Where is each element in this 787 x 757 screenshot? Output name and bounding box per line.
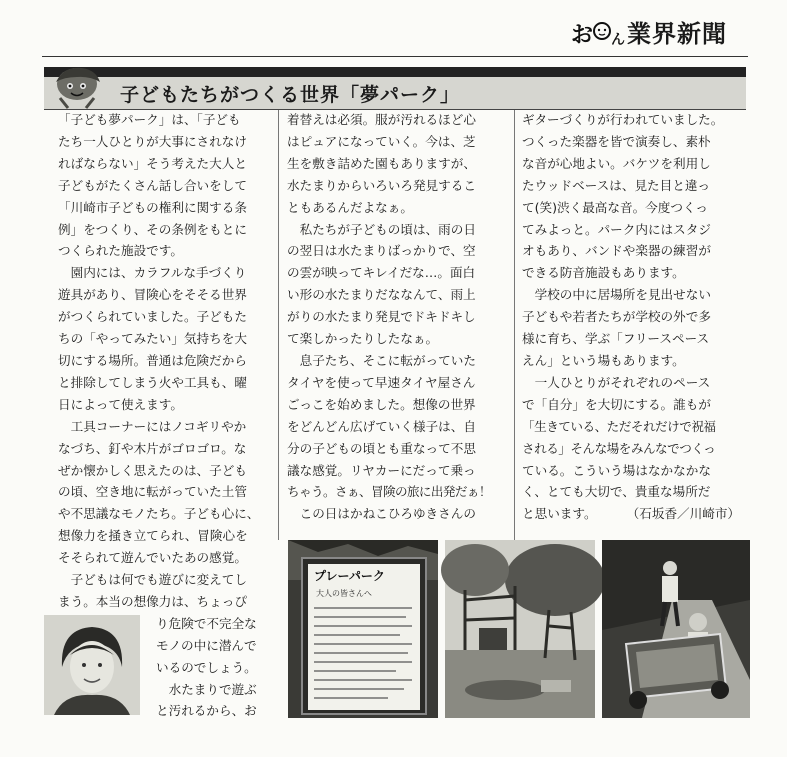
text-line: ごっこを始めました。想像の世界 [287, 396, 476, 412]
text-line: 「生きている、ただそれだけで祝福 [522, 418, 716, 434]
text-line: 例」をつくり、その条例をもとに [58, 221, 247, 237]
photo-children-cart [602, 540, 750, 718]
column-divider [278, 110, 279, 540]
text-line: と排除してしまう火や工具も、曜 [58, 374, 247, 390]
text-line: 水たまりで遊ぶ [156, 681, 257, 697]
text-line: 一人ひとりがそれぞれのペース [522, 374, 711, 390]
text-line: の翌日は水たまりばっかりで、空 [287, 243, 476, 259]
text-line: 園内には、カラフルな手づくり [58, 265, 247, 281]
text-line: 「川崎市子どもの権利に関する条 [58, 199, 247, 215]
sign-subtitle: 大人の皆さんへ [316, 589, 372, 598]
article-headline: 子どもたちがつくる世界「夢パーク」 [120, 84, 461, 106]
text-line: の雲が映ってキレイだな…。面白 [287, 265, 476, 281]
photo-sign-board [288, 540, 438, 718]
column-divider [514, 110, 515, 540]
sign-title: プレーパーク [314, 569, 385, 583]
text-line: いるのでしょう。 [156, 659, 257, 675]
text-line: く、とても大切で、貴重な場所だ [522, 484, 711, 500]
text-line: の頃、空き地に転がっていた土管 [58, 484, 247, 500]
text-line: つくられた施設です。 [58, 243, 183, 259]
text-line: 子どもがたくさん話し合いをして [58, 177, 247, 193]
text-line: 想像力を掻き立てられ、冒険心を [58, 528, 248, 544]
text-line: と汚れるから、お [156, 703, 257, 719]
text-line: 分の子どもの頃とも重なって不思 [287, 440, 476, 456]
text-line: 生を敷き詰めた園もありますが、 [287, 155, 476, 171]
photo-playground [445, 540, 595, 718]
masthead [571, 14, 727, 49]
text-line: り危険で不完全な [156, 615, 257, 631]
text-line: 水たまりからいろいろ発見するこ [287, 177, 476, 193]
svg-text:お: お [571, 22, 594, 48]
text-line: まう。本当の想像力は、ちょっぴ [58, 593, 247, 609]
article-column-2 [287, 109, 507, 525]
text-line: 議な感覚。リヤカーにだって乗っ [287, 462, 476, 478]
okasan-logo-icon [571, 15, 623, 49]
text-line: 切にする場所。普通は危険だから [58, 352, 247, 368]
text-line: 子どもや若者たちが学校の外で多 [522, 309, 711, 325]
text-line: えん」という場もあります。 [522, 352, 685, 368]
text-line: い形の水たまりだななんて、雨上 [287, 287, 476, 303]
article-column-3 [522, 109, 744, 525]
text-line: できる防音施設もあります。 [522, 265, 685, 281]
author-signature: （石坂香／川崎市） [626, 506, 740, 522]
text-line: 私たちが子どもの頃は、雨の日 [287, 221, 476, 237]
text-line: タイヤを使って早速タイヤ屋さん [287, 374, 476, 390]
text-line: 着替えは必須。服が汚れるほど心 [287, 112, 476, 127]
text-line: や不思議なモノたち。子ども心に、 [58, 506, 260, 522]
text-line: ちゃう。さぁ、冒険の旅に出発だぁ！ [287, 484, 491, 500]
top-rule [42, 56, 748, 57]
text-line: 様に育ち、学ぶ「フリースペース [522, 331, 710, 347]
text-line: 遊具があり、冒険心をそそる世界 [58, 287, 247, 303]
text-line: な音が心地よい。バケツを利用し [522, 155, 711, 171]
text-line: ればならない」そう考えた大人と [58, 155, 247, 171]
text-line: がつくられていました。子どもた [58, 309, 247, 325]
text-line: 工具コーナーにはノコギリやか [58, 418, 247, 434]
author-portrait [44, 615, 140, 715]
text-line: ギターづくりが行われていました。 [522, 112, 724, 127]
mascot-icon [50, 62, 104, 112]
text-line: そそられて遊んでいたあの感覚。 [58, 550, 247, 566]
text-line: される」そんな場をみんなでつくっ [522, 440, 716, 456]
text-line: つくった楽器を皆で演奏し、素朴 [522, 133, 711, 149]
text-line: ともあるんだよなぁ。 [287, 199, 413, 215]
text-line: なづち、釘や木片がゴロゴロ。な [58, 440, 247, 456]
text-line: ぜか懐かしく思えたのは、子ども [58, 462, 247, 478]
text-line-end: と思います。 [522, 506, 597, 522]
text-line: たち一人ひとりが大事にされなけ [58, 133, 247, 149]
text-line: はピュアになっていく。今は、芝 [287, 133, 476, 149]
text-line: て(笑)渋く最高な音。今度つくっ [522, 199, 708, 215]
text-line [522, 503, 744, 525]
masthead-title: 業界新聞 [627, 19, 727, 48]
text-line: 日によって使えます。 [58, 396, 183, 412]
text-line: たウッドベースは、見た目と違っ [522, 177, 711, 193]
text-line: この日はかねこひろゆきさんの [287, 506, 476, 522]
text-line: をどんどん広げていく様子は、自 [287, 418, 476, 434]
text-line: がりの水たまり発見でドキドキし [287, 309, 476, 325]
text-line: ちの「やってみたい」気持ちを大 [58, 331, 247, 347]
svg-text:ん: ん [611, 31, 625, 48]
text-line: 学校の中に居場所を見出せない [522, 287, 711, 303]
text-line: で「自分」を大切にする。誰もが [522, 396, 711, 412]
text-line: 息子たち、そこに転がっていた [287, 352, 476, 368]
text-line: ている。こういう場はなかなかな [522, 462, 711, 478]
text-line: 「子ども夢パーク」は、「子ども [58, 112, 241, 127]
text-line: てみよっと。パーク内にはスタジ [522, 221, 711, 237]
text-line: オもあり、バンドや楽器の練習が [522, 243, 711, 259]
header-bar [44, 67, 746, 77]
text-line: 子どもは何でも遊びに変えてし [58, 572, 247, 588]
text-line: モノの中に潜んで [156, 637, 257, 653]
text-line: て楽しかったりしたなぁ。 [287, 331, 439, 347]
